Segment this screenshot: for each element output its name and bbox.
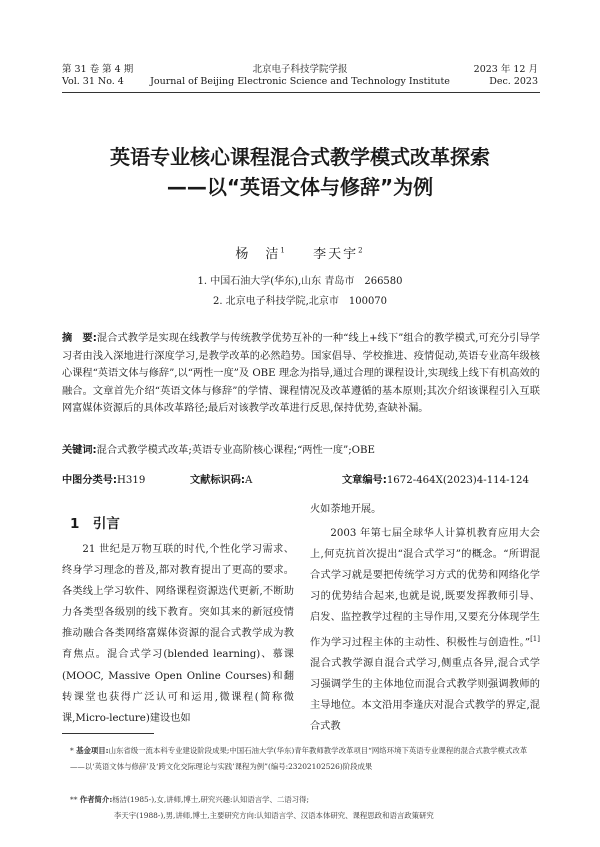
author-affil-marker: 2 (358, 246, 365, 255)
author-bio-2: 李天宇(1988-),男,讲师,博士,主要研究方向:认知语言学、汉语本体研究、课程思政和语言政策研究 (114, 811, 434, 820)
running-header-right (474, 64, 538, 88)
funding-text: 山东省级一流本科专业建设阶段成果;中国石油大学(华东)青年教师教学改革项目“网络环境下英语专业课程的混合式教学模式改革——以‘英语文体与修辞’及‘跨文化交际理论与实践’课程为例”(编号:23202102526)阶段成果 (70, 746, 528, 771)
footnote-funding (70, 743, 540, 775)
author-affil-marker: 1 (280, 246, 287, 255)
journal-name-en: Journal of Beijing Electronic Science and Technology Institute (150, 76, 450, 87)
citation-marker: [1] (530, 634, 540, 643)
abstract-label: 摘 要: (62, 333, 97, 344)
paragraph-text: 混合式教学源自混合式学习,侧重点各异,混合式学习强调学生的主体地位而混合式教学则强调教师的主导地位。本文沿用李逢庆对混合式教学的界定,混合式教 (310, 658, 540, 733)
clc-label: 中图分类号: (62, 475, 118, 486)
volume-issue-cn: 第 31 卷 第 4 期 (62, 64, 134, 75)
article-number-value: 1672-464X(2023)4-114-124 (386, 475, 530, 486)
abstract-text: 混合式教学是实现在线教学与传统教学优势互补的一种“线上+线下”组合的教学模式,可充分引导学习者由浅入深地进行深度学习,是教学改革的必然趋势。国家倡导、学校推进、疫情促动,英语专业高年级核心课程“英语文体与修辞”,以“两性一度”及 OBE 理念为指导,通过合理的课程设计,实现线上线下有机高效的融合。文章首先介绍“英语文体与修辞”的学情、课程情况及改革遵循的基本原则;其次介绍该课程引入互联网富媒体资源后的具体改革路径;最后对该教学改革进行反思,保持优势,查缺补漏。 (62, 333, 540, 415)
article-number (342, 471, 529, 486)
affiliation-1: 1. 中国石油大学(华东),山东 青岛市 266580 (197, 276, 403, 287)
keywords-label: 关键词: (62, 445, 97, 456)
author-name: 杨 洁 (235, 247, 281, 262)
keywords-text: 混合式教学模式改革;英语专业高阶核心课程;“两性一度”;OBE (96, 445, 375, 456)
doc-code-label: 文献标识码: (190, 475, 246, 486)
body-paragraph-continued: 火如荼地开展。 (310, 504, 382, 515)
title-line-1: 英语专业核心课程混合式教学模式改革探索 (110, 145, 490, 169)
left-column (62, 539, 294, 729)
document-code (190, 471, 252, 486)
section-heading: 1 引言 (70, 516, 120, 532)
paper-title (0, 142, 600, 202)
body-paragraph: 21 世纪是万物互联的时代,个性化学习需求、终身学习理念的普及,都对教育提出了更高的要求。各类线上学习软件、网络课程资源迭代更新,不断助力各类型各级别的线下教育。突如其来的新冠疫情推动融合各类网络富媒体资源的混合式教学成为教育焦点。混合式学习(blended learning)、慕课(MOOC, Massive Open Online Courses)和翻转课堂也获得广泛认可和运用,微课程(简称微课,Micro-lecture)建设也如 (62, 544, 294, 724)
journal-name-cn: 北京电子科技学院学报 (252, 64, 348, 75)
author-line (0, 243, 600, 262)
keywords (62, 442, 540, 460)
article-number-label: 文章编号: (342, 475, 387, 486)
header-rule (62, 92, 540, 93)
affiliation-2: 2. 北京电子科技学院,北京市 100070 (212, 296, 388, 307)
author-name: 李天宇 (313, 247, 359, 262)
abstract (62, 330, 540, 418)
funding-label: 基金项目: (76, 746, 109, 755)
date-en: Dec. 2023 (489, 76, 538, 87)
footnote-marker: ** (70, 795, 78, 804)
author-bio-1: 杨洁(1985-),女,讲师,博士,研究兴趣:认知语言学、二语习得; (112, 795, 309, 804)
date-cn: 2023 年 12 月 (473, 64, 538, 75)
title-line-2: ——以“英语文体与修辞”为例 (166, 175, 434, 199)
clc-value: H319 (117, 475, 146, 486)
footnote-marker: * (70, 746, 74, 755)
right-column (310, 499, 540, 737)
volume-issue-en: Vol. 31 No. 4 (62, 76, 124, 87)
author-bio-label: 作者简介: (79, 795, 113, 804)
body-paragraph (310, 523, 540, 737)
paragraph-text: 2003 年第七届全球华人计算机教育应用大会上,何克抗首次提出“混合式学习”的概念。“所谓混合式学习就是要把传统学习方式的优势和网络化学习的优势结合起来,也就是说,既要发挥教师引导、启发、监控教学过程的主导作用,又要充分体现学生作为学习过程主体的主动性、积极性与创造性。” (310, 528, 540, 648)
doc-code-value: A (245, 475, 253, 486)
footnote-rule (62, 733, 154, 734)
clc-number (62, 471, 145, 486)
footnote-author (70, 792, 540, 824)
